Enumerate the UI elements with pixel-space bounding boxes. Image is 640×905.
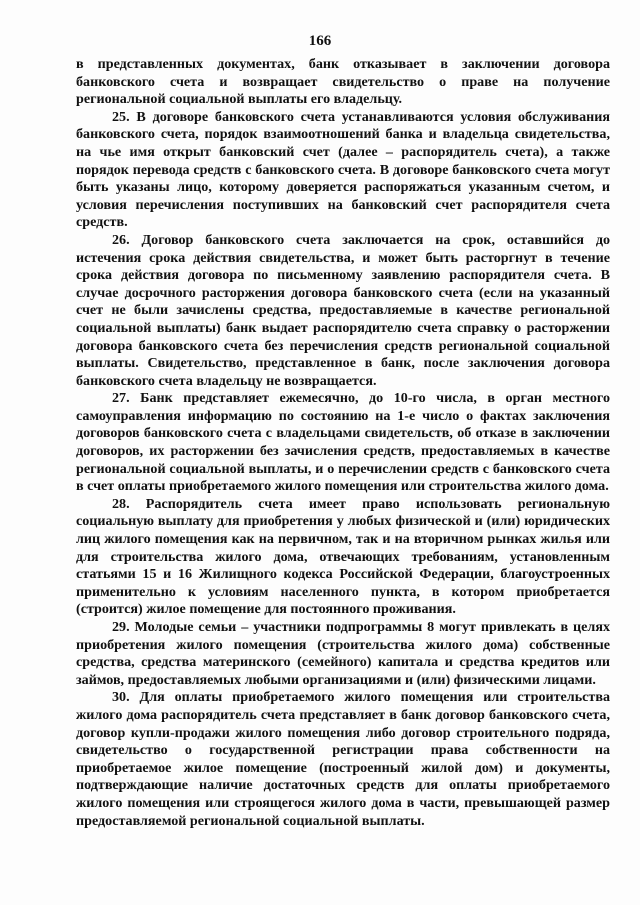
- page-number: 166: [308, 33, 332, 49]
- paragraph-25: 25. В договоре банковского счета устанавливаются условия обслуживания банковского счета, порядок взаимоотношений банка и владельца свидетельства, на чье имя открыт банковский счет (далее – распорядитель счета), а также порядок перевода средств с банковского счета. В договоре банковского счета могут быть указаны лицо, которому доверяется распоряжаться указанным счетом, и условия перечисления поступивших на банковский счет распорядителя счета средств.: [76, 108, 610, 231]
- paragraph-continuation: в представленных документах, банк отказывает в заключении договора банковского счета и возвращает свидетельство о праве на получение региональной социальной выплаты его владельцу.: [76, 56, 610, 108]
- paragraph-30: 30. Для оплаты приобретаемого жилого помещения или строительства жилого дома распорядитель счета представляет в банк договор банковского счета, договор купли-продажи жилого помещения либо договор строительного подряда, свидетельство о государственной регистрации права собственности на приобретаемое жилое помещение (построенный жилой дом) и документы, подтверждающие наличие достаточных средств для оплаты приобретаемого жилого помещения или строящегося жилого дома в части, превышающей размер предоставляемой региональной социальной выплаты.: [76, 689, 610, 829]
- paragraph-28: 28. Распорядитель счета имеет право использовать региональную социальную выплату для приобретения у любых физической и (или) юридических лиц жилого помещения как на первичном, так и на вторичном рынках жилья или для строительства жилого дома, отвечающих требованиям, установленным статьями 15 и 16 Жилищного кодекса Российской Федерации, благоустроенных применительно к условиям населенного пункта, в котором приобретается (строится) жилое помещение для постоянного проживания.: [76, 495, 610, 618]
- paragraph-27: 27. Банк представляет ежемесячно, до 10-го числа, в орган местного самоуправления информацию по состоянию на 1-е число о фактах заключения договоров банковского счета с владельцами свидетельств, об отказе в заключении договоров, их расторжении без зачисления средств, предоставляемых в качестве региональной социальной выплаты, и о перечислении средств с банковского счета в счет оплаты приобретаемого жилого помещения или строительства жилого дома.: [76, 390, 610, 495]
- paragraph-29: 29. Молодые семьи – участники подпрограммы 8 могут привлекать в целях приобретения жилого помещения (строительства жилого дома) собственные средства, средства материнского (семейного) капитала и средства кредитов или займов, предоставляемых любыми организациями и (или) физическими лицами.: [76, 619, 610, 688]
- paragraph-26: 26. Договор банковского счета заключается на срок, оставшийся до истечения срока действия свидетельства, и может быть расторгнут в течение срока действия договора по письменному заявлению распорядителя счета. В случае досрочного расторжения договора банковского счета (если на указанный счет не были зачислены средства, предоставляемые в качестве региональной социальной выплаты) банк выдает распорядителю счета справку о расторжении договора банковского счета без перечисления средств региональной социальной выплаты. Свидетельство, представленное в банк, после заключения договора банковского счета владельцу не возвращается.: [76, 231, 610, 389]
- document-body: [76, 56, 610, 830]
